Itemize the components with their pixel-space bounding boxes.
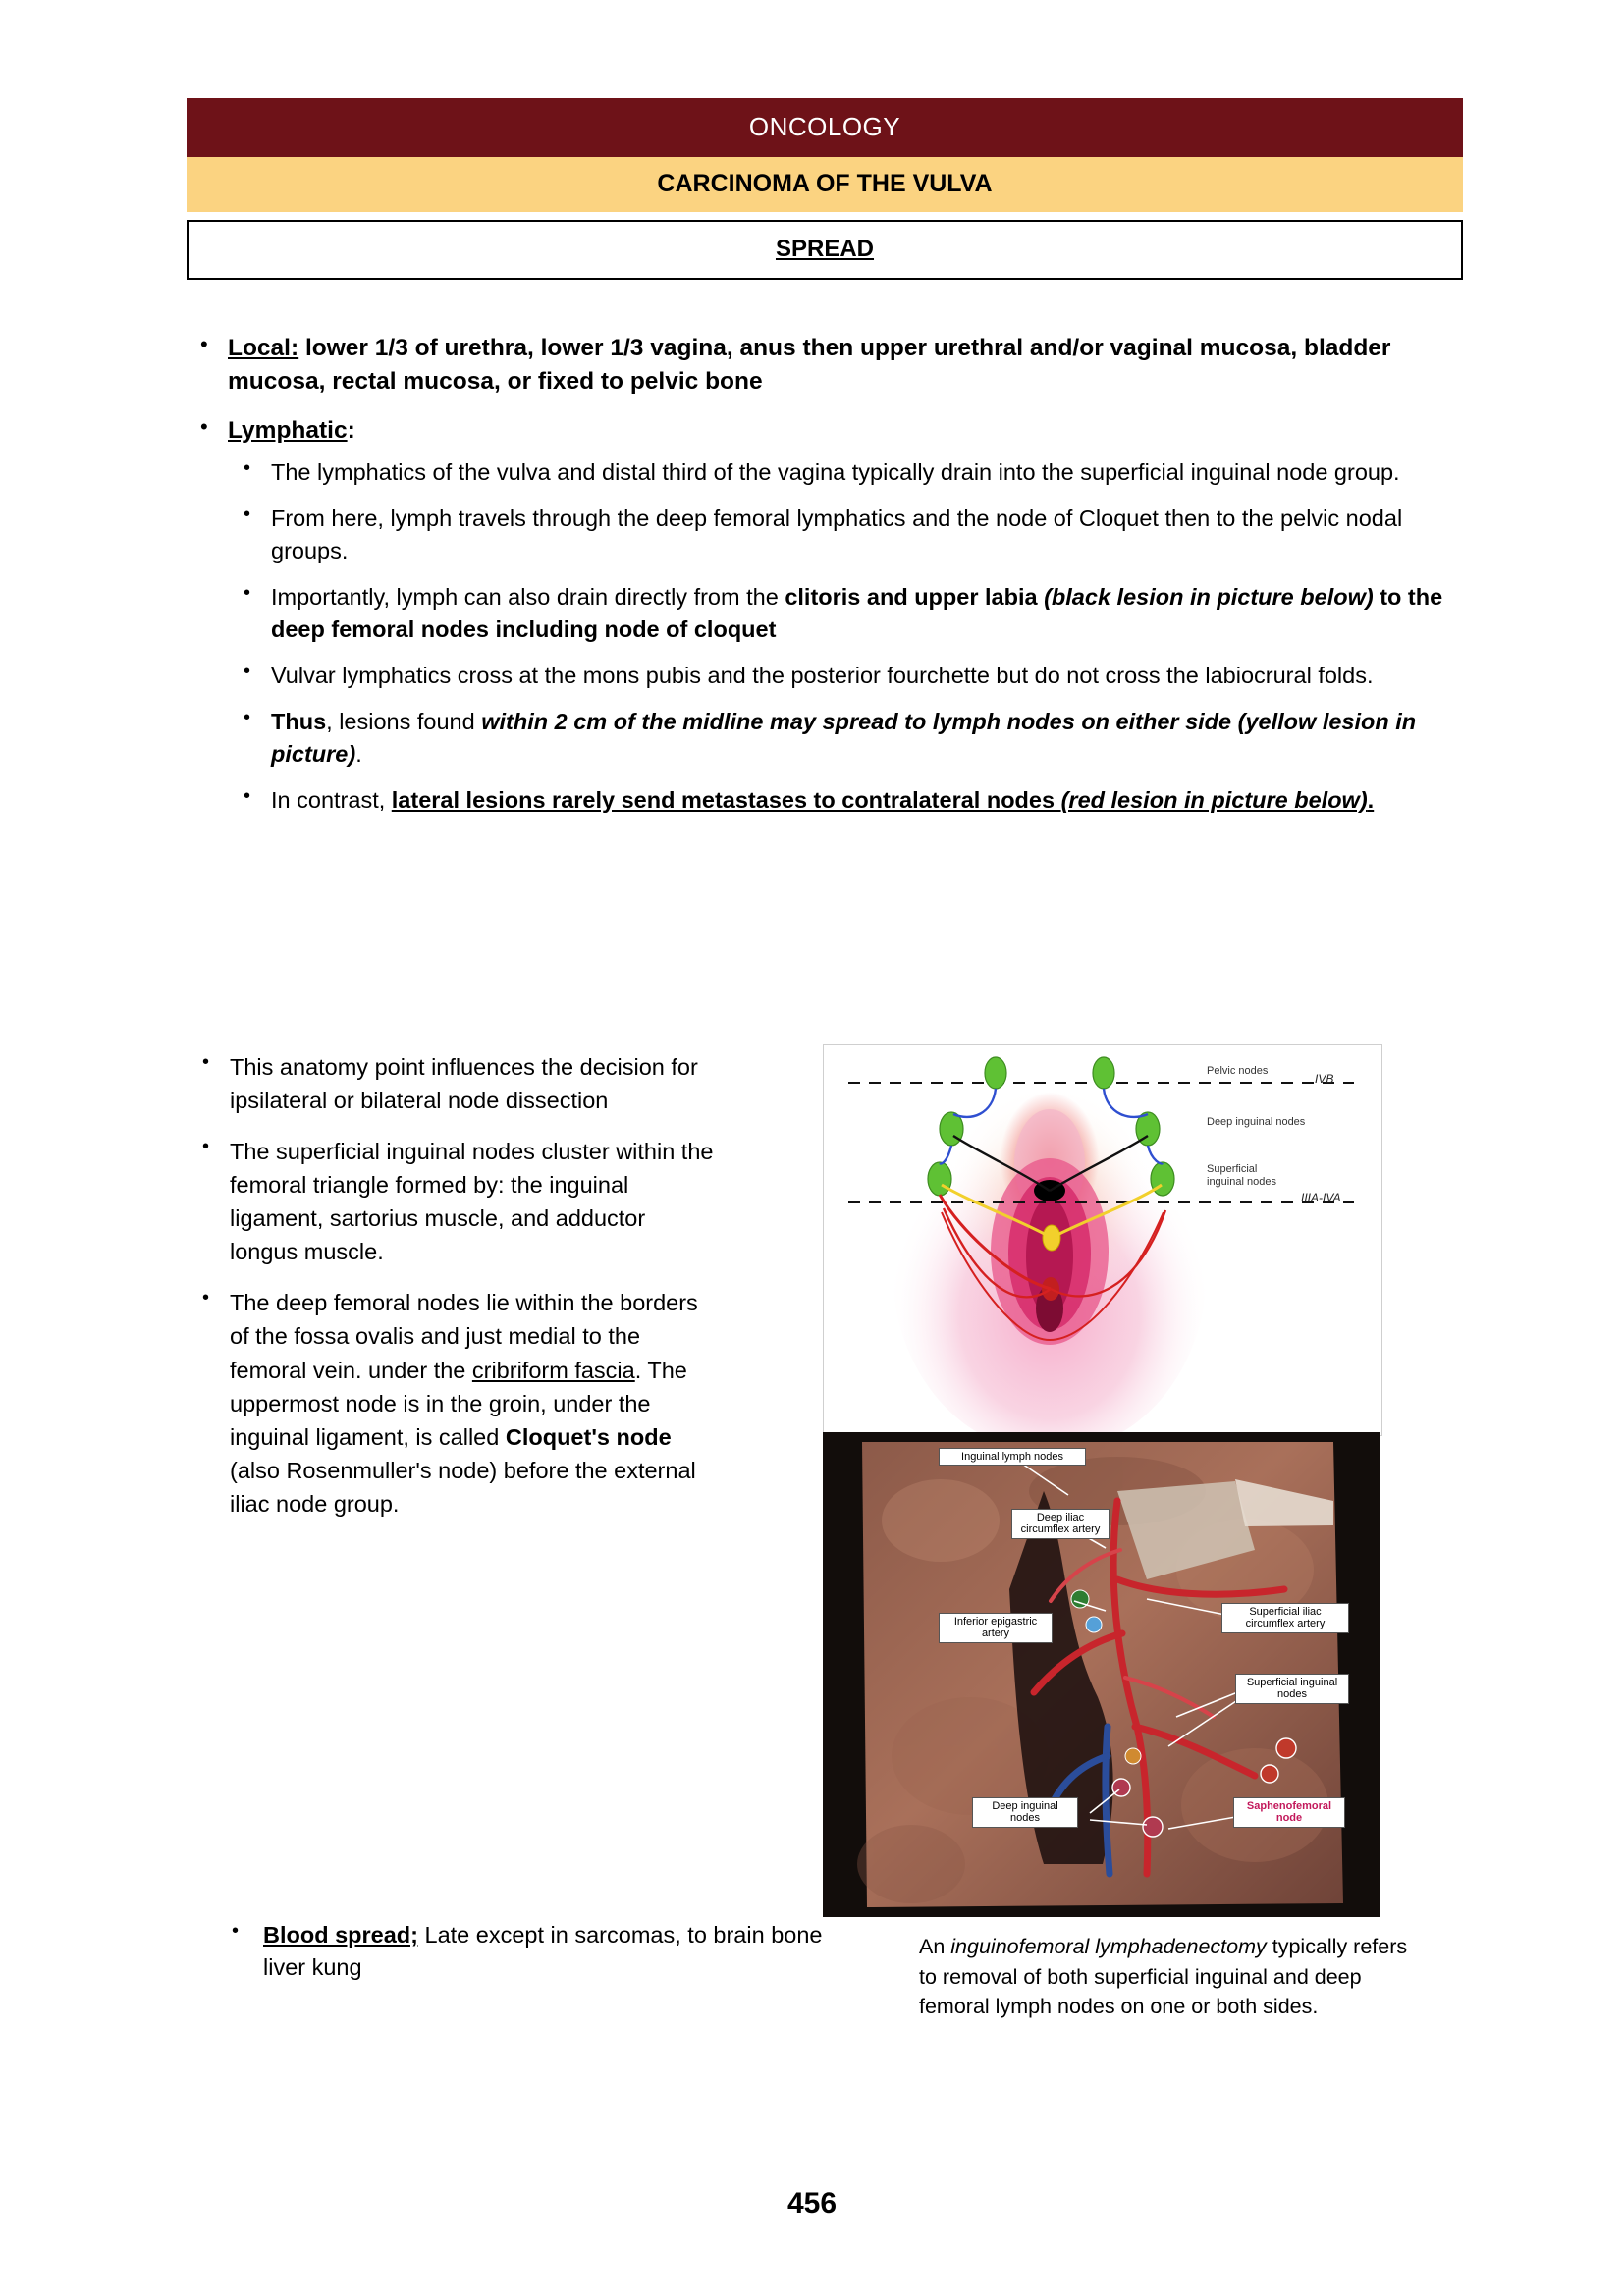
point3-bold: clitoris and upper labia: [785, 584, 1045, 611]
bullet-lymphatic: [187, 414, 1463, 817]
point6-end: .: [1367, 786, 1375, 813]
document-header: [187, 98, 1463, 280]
label-deep-inguinal-nodes: Deep inguinal nodes: [1207, 1116, 1306, 1128]
title-banner: CARCINOMA OF THE VULVA: [187, 157, 1463, 212]
point5-end: .: [355, 740, 362, 767]
list-item: [228, 660, 1463, 692]
point5-bold: Thus: [271, 708, 327, 734]
label-deep-iliac-circumflex-artery: Deep iliac circumflex artery: [1011, 1509, 1110, 1539]
list-item: [228, 456, 1463, 489]
list-item: [187, 1286, 717, 1520]
point3-pre: Importantly, lymph can also drain directly from the: [271, 584, 785, 611]
lymphatic-label: Lymphatic: [228, 416, 348, 444]
cloquets-node-bold: Cloquet's node: [505, 1423, 672, 1450]
figure-lymphatic-drainage-diagram: [823, 1044, 1382, 1436]
label-pelvic-nodes: Pelvic nodes: [1207, 1065, 1269, 1077]
list-item: [228, 503, 1463, 567]
list-item: [228, 581, 1463, 646]
col-point-2: The superficial inguinal nodes cluster within the femoral triangle formed by: the inguinal ligament, sartorius muscle, and adductor longus muscle.: [230, 1139, 714, 1265]
lymphatic-point-2: From here, lymph travels through the deep femoral lymphatics and the node of Cloquet then to the pelvic nodal groups.: [271, 506, 1403, 564]
caption-italic-term: inguinofemoral lymphadenectomy: [950, 1935, 1267, 1958]
lymphatic-sub-list: [228, 456, 1463, 816]
section-banner: ONCOLOGY: [187, 98, 1463, 157]
left-text-column: [187, 1041, 717, 1538]
subtitle-banner: SPREAD: [187, 220, 1463, 280]
bullet-blood-spread: [224, 1919, 833, 1984]
label-superficial-inguinal-nodes: Superficial inguinal nodes: [1235, 1674, 1349, 1704]
cribriform-fascia-underline: cribriform fascia: [471, 1357, 635, 1383]
list-item: [228, 784, 1463, 817]
lymphatic-colon: :: [347, 416, 355, 444]
point3-bold-2: to the deep femoral nodes including node of cloquet: [271, 584, 1443, 642]
label-inferior-epigastric-artery: Inferior epigastric artery: [939, 1613, 1053, 1643]
local-label: Local:: [228, 335, 299, 361]
label-saphenofemoral-node: Saphenofemoral node: [1233, 1797, 1345, 1828]
figure-caption: [919, 1932, 1430, 2022]
point6-italic: (red lesion in picture below): [1060, 786, 1368, 813]
col-point-1: This anatomy point influences the decision for ipsilateral or bilateral node dissection: [230, 1054, 698, 1114]
local-text: lower 1/3 of urethra, lower 1/3 vagina, anus then upper urethral and/or vaginal mucosa, bladder mucosa, rectal mucosa, or fixed to pelvic bone: [228, 335, 1391, 395]
figure-inguinal-dissection-photo: [823, 1432, 1380, 1917]
label-stage-iiia-iva: IIIA-IVA: [1301, 1191, 1341, 1204]
label-deep-inguinal-nodes: Deep inguinal nodes: [972, 1797, 1078, 1828]
deep-femoral-part3: (also Rosenmuller's node) before the external iliac node group.: [230, 1457, 696, 1517]
lymphatic-point-1: The lymphatics of the vulva and distal third of the vagina typically drain into the superficial inguinal node group.: [271, 459, 1400, 486]
point6-pre: In contrast,: [271, 786, 392, 813]
main-content: [187, 332, 1463, 831]
blood-spread-text: Late except in sarcomas, to brain bone liver kung: [263, 1922, 823, 1980]
point5-mid: , lesions found: [326, 708, 482, 734]
deep-femoral-part1: The deep femoral nodes lie within the borders of the fossa ovalis and just medial to the femoral vein. under the: [230, 1290, 698, 1383]
caption-post: typically refers to removal of both superficial inguinal and deep femoral lymph nodes on one or both sides.: [919, 1935, 1408, 2019]
point5-italic: within 2 cm of the midline may spread to lymph nodes on either side (yellow lesion in picture): [271, 708, 1417, 767]
label-stage-ivb: IVB: [1315, 1072, 1334, 1086]
point3-bold-italic: (black lesion in picture below): [1044, 584, 1374, 611]
primary-bullet-list: [187, 332, 1463, 816]
blood-spread-label: Blood spread;: [263, 1922, 418, 1948]
list-item: [228, 706, 1463, 771]
point4-text: Vulvar lymphatics cross at the mons pubis and the posterior fourchette but do not cross the labiocrural folds.: [271, 662, 1374, 688]
page-number: 456: [786, 2187, 838, 2219]
list-item: [187, 1135, 717, 1268]
deep-femoral-part2: . The uppermost node is in the groin, under the inguinal ligament, is called: [230, 1357, 687, 1450]
bullet-local: [187, 332, 1463, 399]
label-inguinal-lymph-nodes: Inguinal lymph nodes: [939, 1448, 1086, 1466]
caption-pre: An: [919, 1935, 951, 1958]
list-item: [187, 1050, 717, 1117]
label-superficial-inguinal-nodes: Superficial inguinal nodes: [1207, 1163, 1276, 1188]
anatomy-bullet-list: [187, 1050, 717, 1521]
point6-underline: lateral lesions rarely send metastases to contralateral nodes: [391, 786, 1061, 813]
label-superficial-iliac-circumflex-artery: Superficial iliac circumflex artery: [1221, 1603, 1349, 1633]
lymphatic-drainage-svg: [824, 1045, 1381, 1435]
